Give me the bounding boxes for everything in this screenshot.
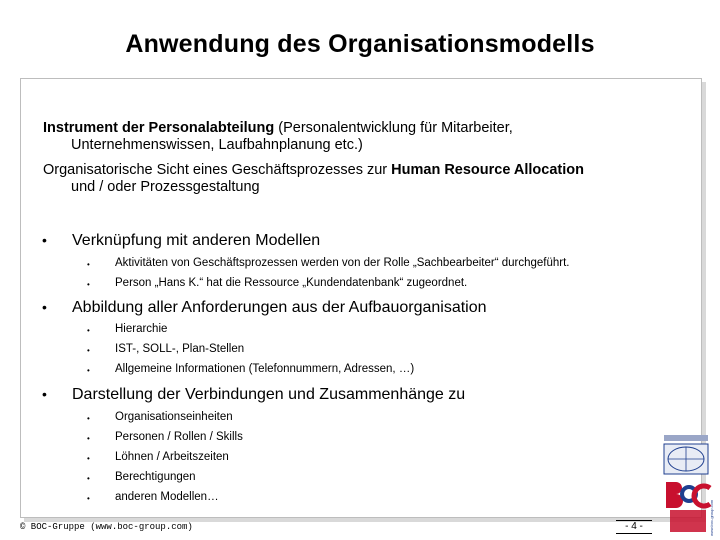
list-item: anderen Modellen… — [115, 491, 219, 503]
svg-text:www.boc-group.com: www.boc-group.com — [709, 499, 714, 536]
bullet-icon: • — [42, 386, 47, 402]
paragraph-organisatorische-sicht — [43, 162, 643, 196]
bullet-icon: • — [87, 326, 90, 335]
bullet-icon: • — [87, 280, 90, 289]
bullet-icon: • — [87, 434, 90, 443]
paragraph-line2: und / oder Prozessgestaltung — [71, 179, 260, 195]
bullet-icon: • — [87, 474, 90, 483]
paragraph-start: Organisatorische Sicht eines Geschäftsprozesses zur — [43, 162, 392, 178]
footer-copyright: © BOC-Gruppe (www.boc-group.com) — [20, 522, 193, 532]
boc-letters-icon — [666, 482, 710, 532]
section-label: Verknüpfung mit anderen Modellen — [72, 232, 321, 249]
university-seal-icon — [664, 435, 708, 474]
list-item: Berechtigungen — [115, 471, 196, 483]
list-item: Personen / Rollen / Skills — [115, 431, 243, 443]
bullet-icon: • — [87, 260, 90, 269]
list-item: Hierarchie — [115, 323, 168, 335]
list-item: Person „Hans K.“ hat die Ressource „Kundendatenbank“ zugeordnet. — [115, 277, 468, 289]
paragraph-personalabteilung — [43, 120, 643, 154]
page-title: Anwendung des Organisationsmodells — [125, 30, 595, 58]
bullet-icon: • — [42, 232, 47, 248]
paragraph-bold: Human Resource Allocation — [391, 162, 584, 178]
paragraph-line2: Unternehmenswissen, Laufbahnplanung etc.) — [71, 137, 363, 153]
boc-wu-logo — [658, 432, 716, 540]
bullet-icon: • — [87, 346, 90, 355]
page-number: - 4 - — [616, 520, 652, 534]
bullet-icon: • — [87, 366, 90, 375]
paragraph-bold: Instrument der Personalabteilung — [43, 120, 275, 136]
list-item: Aktivitäten von Geschäftsprozessen werden von der Rolle „Sachbearbeiter“ durchgeführt. — [115, 257, 570, 269]
section-label: Abbildung aller Anforderungen aus der Aufbauorganisation — [72, 299, 487, 316]
bullet-icon: • — [87, 454, 90, 463]
section-label: Darstellung der Verbindungen und Zusammenhänge zu — [72, 386, 466, 403]
list-item: Allgemeine Informationen (Telefonnummern, Adressen, …) — [115, 363, 415, 375]
list-item: IST-, SOLL-, Plan-Stellen — [115, 343, 245, 355]
paragraph-rest: (Personalentwicklung für Mitarbeiter, — [274, 120, 513, 136]
bullet-icon: • — [87, 414, 90, 423]
list-item: Löhnen / Arbeitszeiten — [115, 451, 229, 463]
bullet-icon: • — [42, 299, 47, 315]
bullet-icon: • — [87, 494, 90, 503]
list-item: Organisationseinheiten — [115, 411, 233, 423]
